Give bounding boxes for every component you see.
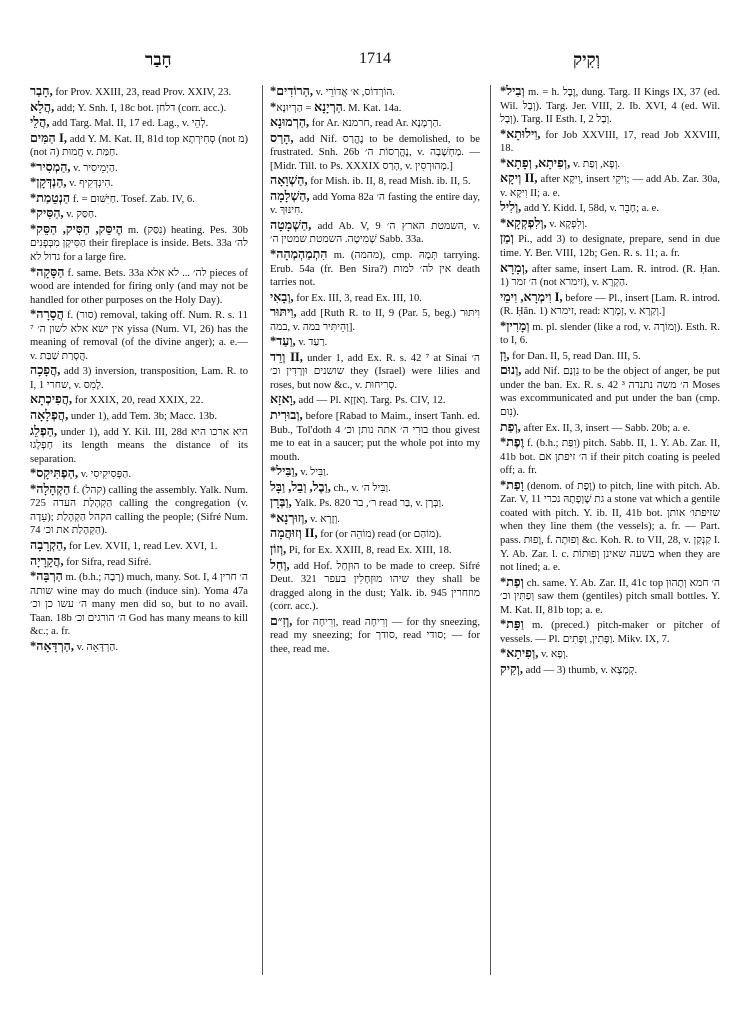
entry-text: add Y. M. Kat. II, 81d top סְחִירְתָא (not מ) (not ה) חֲמוּת v. חַמַּת. — [30, 133, 248, 159]
entry-headword: וְזוּהֲמָה II, — [270, 526, 318, 541]
dictionary-entry — [500, 217, 720, 232]
entry-headword: וְרֵד II, — [270, 349, 303, 364]
dictionary-entry — [30, 116, 248, 131]
dictionary-entry — [30, 101, 248, 116]
entry-headword: וְקִיק, — [500, 661, 523, 676]
entry-text: m. pl. slender (like a rod, v. וְמוֹרָה). Esth. R. to I, 6. — [500, 321, 721, 347]
entry-headword: הַשְׁוָאָה, — [270, 173, 308, 188]
running-head-left: חָבַר — [145, 50, 172, 69]
entry-text: v. הִינְדְּקִיף. — [66, 178, 114, 190]
entry-text: f. (b.h.; וִפַּת) pitch. Sabb. II, 1. Y. Ab. Zar. II, 41b bot. ה׳ זיפתן אם if their pitch coating is peeled off; a. fr. — [500, 438, 721, 477]
dictionary-entry — [270, 559, 480, 614]
entry-headword: *הַסָּקָה — [30, 264, 65, 279]
dictionary-entry — [270, 351, 480, 393]
dictionary-entry — [30, 85, 248, 100]
entry-headword: *וְפִיתָא, — [500, 646, 539, 661]
dictionary-entry — [270, 335, 480, 350]
dictionary-entry — [270, 219, 480, 247]
entry-headword: וָן, — [500, 347, 510, 362]
dictionary-entry — [500, 436, 720, 478]
dictionary-entry — [270, 132, 480, 174]
page-number: 1714 — [359, 50, 391, 67]
dictionary-entry — [500, 232, 720, 260]
entry-text: m. (preced.) pitch-maker or pitcher of vessels. — Pl. וַפָּתִין, וַפָּתִים. Mikv. IX, 7. — [500, 620, 720, 645]
entry-text: after וִיקָא, insert וִיקֵי; — add Ab. Zar. 30a, v. וִיקָא II; a. e. — [500, 174, 720, 199]
entry-headword: *וְזוּרְנָא, — [270, 510, 308, 525]
running-head-right: וְקִיק — [572, 50, 600, 69]
entry-headword: וְבוּרִית, — [270, 408, 303, 423]
entry-text: for Ex. III, 3, read Ex. III, 10. — [293, 292, 422, 304]
entry-text: add Nif. נֶהֱרַס to be demolished, to be frustrated. Snh. 26b נֶהֱרְסוֹת ה׳, v. מַחְשָׁבָה. — [Midr. Till. to Ps. XXXIX הָרַס, v. מְהוּרְסִין.] — [270, 133, 481, 172]
dictionary-column-2 — [270, 85, 480, 657]
entry-text: for Mish. ib. II, 8, read Mish. ib. II, 5. — [307, 176, 471, 188]
entry-text: for וְרִיחָה, read וְרִיחָה — for thy sneezing, read my sneezing; for סודך, read סודי; — for thee, read me. — [270, 616, 480, 655]
dictionary-entry — [270, 116, 480, 131]
entry-headword: וְחַל, — [270, 557, 290, 572]
entry-headword: הֲלָא, — [30, 99, 55, 114]
entry-text: v. וְלִפְקָא. — [546, 218, 588, 230]
dictionary-entry — [270, 409, 480, 464]
entry-text: v. וְפָא, וְפַת. — [570, 158, 621, 170]
dictionary-entry — [500, 262, 720, 290]
dictionary-entry — [30, 223, 248, 265]
entry-text: under 1), add Y. Kil. III, 28d היא ארכו היא חַפְלָגוּ its length means the distance of its separation. — [30, 426, 248, 465]
entry-text: v. וַבִּיל. — [297, 467, 329, 479]
dictionary-entry — [30, 467, 248, 482]
page-header — [0, 50, 750, 74]
dictionary-entry — [270, 174, 480, 189]
entry-text: add — Pl. וָאזָזָא. Targ. Ps. CIV, 12. — [295, 395, 446, 407]
entry-headword: *הַרְדָּאָה, — [30, 638, 74, 653]
entry-text: v. הוֹרְדוֹס, א׳ אֲדוֹרֵי. — [313, 87, 395, 98]
entry-text: v. וְפָא. — [538, 649, 569, 661]
entry-text: f. (סור) removal, taking off. Num. R. s. 11 ⁷ אין ישא אלא לשון ה׳ yissa (Num. VI, 26) has the meaning of removal (of the divine anger); a. e.— v. הֲסָרַת שַׁבַּת. — [30, 310, 248, 362]
entry-text: before — Pl., insert [Lam. R. introd. (R. Ḥăn. 1) זימרא, read: זְמָרָא, v. וְקַרָא.] — [500, 292, 720, 318]
entry-text: Pi., add 3) to designate, prepare, send in due time. Y. Ber. VIII, 12b; Gen. R. s. 11; a. fr. — [500, 234, 720, 260]
entry-text: = הַרְיוּנָא. M. Kat. 14a. — [276, 102, 402, 114]
entry-headword: *הַמְסִיר, — [30, 159, 71, 174]
entry-text: for Ar. חרמנא, read Ar. הַרְמָנָא. — [309, 118, 442, 130]
entry-text: for Dan. II, 5, read Dan. III, 5. — [509, 350, 641, 362]
dictionary-entry — [500, 647, 720, 662]
entry-text: add 3) inversion, transposition, Lam. R. to I, 1 שחרי, v. לָמִס. — [30, 366, 248, 391]
entry-text: for (or מוֹהֵה) read (or מוֹהַם). — [317, 529, 442, 541]
entry-text: Yalk. Ps. 820 ר׳, בר read בַּר, v. וַבְּרָן. — [291, 498, 444, 510]
entry-text: m. = h. וֶבֶל, dung. Targ. II Kings IX, 37 (ed. Wil. וְבָל). Targ. Jer. VIII, 2. Ib. XVI, 4 (ed. Wil. וְבָל). Targ. II Esth. I, 2 וְבָל. — [500, 87, 720, 126]
entry-headword: *וַעַד, — [270, 334, 296, 349]
column-divider — [262, 85, 263, 975]
entry-text: add Yoma 82a ה׳ fasting the entire day, v. חִינּוּךְ. — [270, 191, 480, 217]
entry-headword: וְלִיל, — [500, 200, 522, 215]
entry-headword: *הַפְתִּיקָס, — [30, 466, 79, 481]
entry-text: v. רַעַד. — [295, 337, 328, 349]
entry-headword: הַשְׁלָמָה, — [270, 188, 310, 203]
entry-headword: *הַרוֹדִים, — [270, 84, 313, 98]
entry-headword: הַקְרָבָה, — [30, 537, 67, 552]
dictionary-entry — [500, 320, 720, 348]
entry-text: Pi, for Ex. XXIII, 8, read Ex. XIII, 18. — [286, 544, 452, 556]
entry-headword: הֲפְלָאָה, — [30, 408, 69, 423]
entry-headword: *הַנְדְּקָן, — [30, 175, 67, 190]
entry-text: v. הַיְמֵיסִיר. — [70, 162, 118, 174]
entry-text: add Y. Kidd. I, 58d, v. חָבֵר; a. e. — [521, 203, 660, 215]
entry-text: v. וְזָרָא. — [307, 513, 340, 525]
entry-headword: וְזִ״ם, — [270, 613, 293, 628]
dictionary-entry — [30, 364, 248, 392]
entry-headword: חָבַר, — [30, 84, 53, 98]
dictionary-entry — [500, 291, 720, 319]
entry-headword: הֲקָרָיָה, — [30, 553, 64, 568]
entry-headword: וְפַת, — [500, 419, 521, 434]
entry-text: v. הַרְדָּאָה. — [73, 641, 118, 653]
dictionary-entry — [270, 101, 480, 116]
dictionary-entry — [270, 615, 480, 657]
entry-headword: וְמָרָא, — [500, 260, 528, 275]
entry-text: for XXIX, 20, read XXIX, 22. — [72, 395, 204, 407]
dictionary-entry — [270, 190, 480, 218]
dictionary-entry — [500, 663, 720, 678]
dictionary-column-1 — [30, 85, 248, 655]
entry-headword: הַפְלֵג, — [30, 423, 58, 438]
entry-text: for Lev. XVII, 1, read Lev. XVI, 1. — [66, 540, 218, 552]
entry-text: add Hof. הוּזְחַל to be made to creep. Sifré Deut. 321 שיהו מוּזְחָלִין בעפר they shall be dragged along in the dust; Yalk. ib. 945 מוזחרין (corr. acc.). — [270, 560, 481, 613]
dictionary-entry — [500, 128, 720, 156]
entry-text: before [Rabad to Maim., insert Tanh. ed. Bub., Tol'doth 4 בוּרִי ה׳ אתה נותן וכ׳ thou givest me to eat in a saucer; put the whole pot into my mouth. — [270, 411, 480, 463]
entry-text: add Ab. V, 9 השמטת הארץ ה׳, v. שְׁמִיטָה. השמטת שמטין ה׳ Sabb. 33a. — [270, 220, 480, 246]
dictionary-entry — [500, 349, 720, 364]
entry-headword: הֲפָכָה, — [30, 363, 61, 378]
entry-headword: *הֶיסֵּק, הַסִּיק, הַסֵּק — [30, 221, 123, 236]
entry-text: add Nif. נִוְנַם to be the object of anger, be put under the ban. Ex. R. s. 42 ³ ה׳ משה נתנדה Moses was excommunicated and put under the ban (cmp. נִוּם). — [500, 366, 720, 419]
dictionary-entry — [500, 364, 720, 419]
entry-text: add [Ruth R. to II, 9 (Par. 5, beg.) וִיתּוּר במה, v. וְהֵיתִּיר במה]. — [270, 308, 480, 333]
dictionary-entry — [30, 640, 248, 655]
dictionary-entry — [270, 543, 480, 558]
entry-text: v. הַפְּסִיקִיסִי. — [78, 469, 131, 481]
dictionary-entry — [500, 421, 720, 436]
dictionary-entry — [270, 306, 480, 334]
entry-text: under 1, add Ex. R. s. 42 ⁷ at Sinai ה׳ שושנים וּוְרָדִין וכ׳ they (Israel) were lilies and roses, but now &c., v. סְרִיחוּת. — [270, 352, 481, 391]
entry-headword: *הַרְבָּה — [30, 569, 63, 584]
dictionary-entry — [30, 207, 248, 222]
dictionary-entry — [270, 291, 480, 306]
dictionary-entry — [270, 85, 480, 100]
dictionary-column-3 — [500, 85, 720, 678]
dictionary-entry — [30, 176, 248, 191]
dictionary-entry — [270, 465, 480, 480]
entry-text: for Job XXVIII, 17, read Job XXVIII, 18. — [500, 129, 720, 155]
entry-headword: *וַבִּיל, — [270, 464, 298, 479]
dictionary-entry — [30, 555, 248, 570]
entry-headword: *הִתְמַהְמְהָה — [270, 247, 328, 262]
entry-headword: *הַרְיָנָא — [270, 99, 343, 114]
entry-headword: *הֲסָרָה — [30, 307, 64, 322]
entry-text: under 1), add Tem. 3b; Macc. 13b. — [68, 411, 217, 423]
dictionary-entry — [270, 496, 480, 511]
entry-headword: *וְבִיל — [500, 84, 525, 98]
entry-headword: וָאזָא, — [270, 392, 296, 407]
entry-headword: וְיקָא II, — [500, 171, 538, 186]
dictionary-entry — [500, 172, 720, 200]
entry-text: f. (קהל) calling the assembly. Yalk. Num. 725 הַקְהָלַת העדה calling the congregation (v. עֵדָה); הקהל הַקְהָלַת calling the people; (Sifré Num. 74 הַקְהָלַת את וכ׳). — [30, 484, 249, 537]
dictionary-entry — [30, 308, 248, 363]
entry-headword: *וִילוּתָא, — [500, 126, 541, 141]
entry-headword: *הַנְטֵמַת — [30, 190, 71, 205]
entry-headword: הַשְׁמָטָה, — [270, 217, 312, 232]
dictionary-entry — [30, 570, 248, 639]
entry-headword: וְבָאִי, — [270, 289, 294, 304]
dictionary-entry — [500, 479, 720, 575]
dictionary-entry — [500, 157, 720, 172]
entry-text: ch. same. Y. Ab. Zar. II, 41c top ה׳ חמא וְתָהוּן וְפַתִּין וכ׳ saw them (gentiles) pitch small bottles. Y. M. Kat. II, 81b top; a. e. — [500, 577, 721, 616]
dictionary-entry — [270, 512, 480, 527]
entry-text: ch., v. וַבִּיל ה׳. — [330, 482, 391, 494]
dictionary-entry — [270, 481, 480, 496]
entry-headword: וַבְּרָן, — [270, 495, 292, 510]
entry-headword: וַבֶל, וַבֵל, וַבָּל, — [270, 479, 331, 494]
entry-text: v. חַסַּק. — [63, 209, 97, 221]
dictionary-entry — [30, 266, 248, 308]
entry-text: m. (מהמה), cmp. תְּמָהּ tarrying. Erub. 54a (fr. Ben Sira?) אין לה׳ למות death tarries not. — [270, 250, 480, 289]
dictionary-entry — [500, 576, 720, 618]
entry-text: add Targ. Mal. II, 17 ed. Lag., v. לְהֵי. — [49, 118, 209, 130]
entry-headword: *וְפִיתָא, וְפָתָא, — [500, 155, 571, 170]
entry-headword: *וְמָרִין — [500, 318, 530, 333]
dictionary-entry — [500, 85, 720, 127]
column-divider — [490, 85, 491, 975]
entry-headword: הַרְמוּנָא, — [270, 115, 310, 130]
entry-headword: וִיתּוּר, — [270, 305, 297, 320]
dictionary-entry — [30, 393, 248, 408]
dictionary-entry — [270, 248, 480, 290]
entry-headword: הֲלֵי, — [30, 115, 50, 130]
entry-headword: *וַפָּת — [500, 617, 524, 632]
dictionary-entry — [30, 161, 248, 176]
entry-headword: *הַסִּיק, — [30, 206, 64, 221]
dictionary-entry — [500, 201, 720, 216]
entry-headword: *וְפַת — [500, 574, 524, 589]
entry-text: for Sifra, read Sifré. — [63, 556, 152, 568]
entry-headword: *וֶפֶת — [500, 435, 524, 450]
dictionary-entry — [270, 393, 480, 408]
entry-headword: *הַקְהָלָה — [30, 481, 71, 496]
entry-headword: הֲפִיכְתָא, — [30, 392, 73, 407]
dictionary-entry — [30, 409, 248, 424]
entry-text: for Prov. XXIII, 23, read Prov. XXIV, 23. — [52, 87, 232, 98]
entry-headword: הָרַס, — [270, 130, 294, 145]
entry-text: f. same. Bets. 33a לה׳ ... לא אלא pieces of wood are intended for firing only (and may not be handled for other purposes on the Holy Day). — [30, 267, 248, 306]
entry-text: (denom. of וֶפֶת) to pitch, line with pitch. Ab. Zar. V, 11 גת שֶׁוְפָתָהּ נכרי a stone vat which a gentile coated with pitch. Y. ib. II, 41b bot. שזיפתו׳ אותן when they line them (the vessels); a. fr. — Part. pass. וָפוּת, f. וְפוּתָה &c. Koh. R. to VII, 28, v. קַנְקַן I. Y. Ab. Zar. l. c. בשעה שאינן וְפוּתוֹת when they are not lined; a. e. — [500, 480, 721, 574]
dictionary-entry — [30, 539, 248, 554]
entry-text: m. (b.h.; רָבָה) much, many. Sot. I, 4 ה׳ חרין שותה wine may do much (induce sin). Yoma 47a ה׳ עשו כן וכ׳ many men did so, but to no avail. Taan. 18b ה׳ הורגים וכ׳ God has many means to kill &c.; a. fr. — [30, 572, 249, 638]
entry-text: add — 3) thumb, v. קְמָצָא. — [522, 664, 638, 676]
entry-text: m. (נִסַּק) heating. Pes. 30b הַסִּיקְן מִבְּפְנִים their fireplace is inside. Bets. 33a לה׳ גדול לא for a large fire. — [30, 224, 248, 264]
dictionary-entry — [30, 483, 248, 538]
entry-headword: וְנוּם, — [500, 363, 522, 378]
entry-headword: וְמַן — [500, 231, 514, 246]
dictionary-entry — [30, 132, 248, 160]
entry-text: add; Y. Snh. I, 18c bot. דלחן (corr. acc.). — [54, 102, 227, 114]
entry-text: after Ex. II, 3, insert — Sabb. 20b; a. e. — [520, 422, 691, 434]
entry-text: after same, insert Lam. R. introd. (R. Ḥan. 1) ה׳ זמר (not זימרא), v. הַקְרָא. — [500, 263, 720, 289]
entry-headword: *וְלִפְקְקָא, — [500, 215, 547, 230]
entry-headword: וְזוֹן, — [270, 541, 287, 556]
dictionary-entry — [270, 527, 480, 542]
entry-headword: וִימְרָא, וִימֵי I, — [500, 289, 563, 304]
dictionary-entry — [30, 192, 248, 207]
entry-headword: *וָפַת — [500, 477, 524, 492]
dictionary-entry — [30, 425, 248, 467]
dictionary-entry — [500, 618, 720, 646]
entry-text: f. = חַיִּשּׁוּם. Tosef. Zab. IV, 6. — [70, 193, 195, 205]
entry-headword: הַמִּים I, — [30, 130, 67, 145]
